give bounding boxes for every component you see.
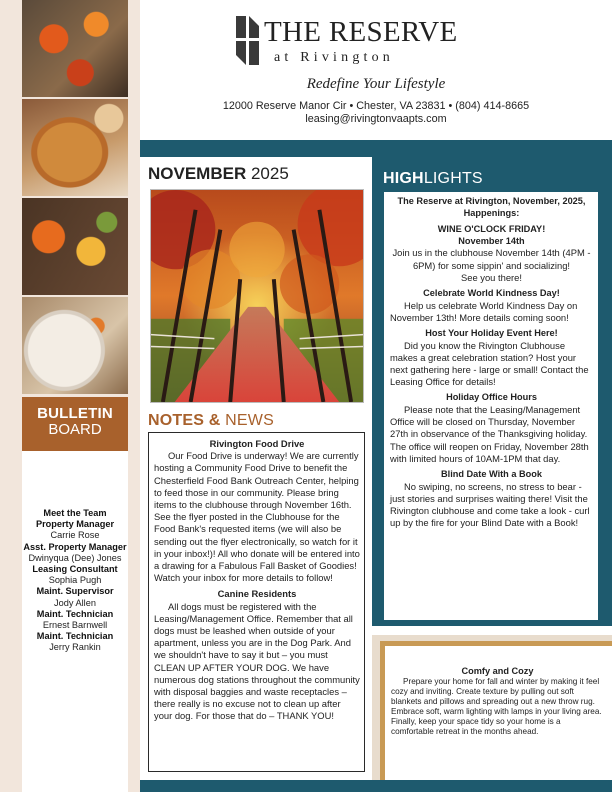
blind-date-title: Blind Date With a Book	[441, 469, 542, 479]
blind-date-body: No swiping, no screens, no stress to bear - just stories and surprises waiting there! Visit the Rivington clubhouse and come take a look - curl up by the fire for your Blind Date with a Book!	[390, 480, 590, 529]
bulletin-board-header	[22, 397, 128, 451]
canine-title: Canine Residents	[217, 588, 297, 600]
bottom-teal-band	[140, 780, 612, 792]
month-heading	[148, 164, 289, 184]
food-drive-body: Our Food Drive is underway! We are currently hosting a Community Food Drive to benefit the Chesterfield Food Bank Outreach Center, helping to feed those in our community. Please bring items to the clubhouse through November 16th. See the flyer posted in the Clubhouse for the Food Bank's requested items (we will also be sending out the flyer electronically, so watch for it in your inbox!)! All who donate will be entered into a drawing for a Fabulous Fall Basket of Goodies! Watch your inbox for more details to follow!	[154, 450, 360, 584]
wine-date: November 14th	[458, 235, 525, 246]
office-hours-title: Holiday Office Hours	[446, 392, 537, 403]
notes-heading-bold: NOTES &	[148, 412, 221, 429]
team-role: Asst. Property Manager	[23, 541, 127, 552]
cozy-title: Comfy and Cozy	[461, 666, 534, 676]
cozy-body: Prepare your home for fall and winter by making it feel cozy and inviting. Create texture by pulling out soft blankets and pillows and spreading out a new throw rug. Embrace soft, warm lighting with lamps in your living area. Finally, keep your space tidy so your home is a comfortable retreat in the months ahead.	[391, 677, 602, 736]
tagline: Redefine Your Lifestyle	[306, 76, 446, 92]
brand-subtitle: at Rivington	[274, 50, 395, 65]
wine-body: Join us in the clubhouse November 14th (4PM - 6PM) for some sippin' and socializing!	[392, 247, 591, 271]
notes-news-heading	[148, 412, 274, 430]
office-hours-body: Please note that the Leasing/Management Office will be closed on Thursday, November 27th in observance of the Thanksgiving holiday. The office will reopen on Friday, November 28th with limited hours of 10AM-1PM that day.	[390, 403, 589, 464]
cozy-box	[385, 646, 612, 780]
highlights-heading-rest: LIGHTS	[423, 170, 483, 187]
photo-pumpkins-gourds	[22, 198, 128, 295]
highlights-intro: The Reserve at Rivington, November, 2025, Happenings:	[397, 196, 586, 218]
team-member: Jerry Rankin	[49, 642, 101, 653]
reserve-logo-mark-icon	[236, 16, 259, 65]
contact-info	[140, 100, 612, 126]
highlights-heading	[383, 170, 483, 188]
team-member: Carrie Rose	[50, 530, 100, 541]
food-drive-title: Rivington Food Drive	[209, 438, 305, 449]
kindness-body: Help us celebrate World Kindness Day on November 13th! More details coming soon!	[390, 299, 578, 323]
team-member: Sophia Pugh	[48, 575, 102, 586]
photo-autumn-flowers	[22, 0, 128, 97]
bulletin-label: BULLETIN	[37, 405, 113, 422]
wine-title: WINE O'CLOCK FRIDAY!	[437, 224, 546, 235]
notes-heading-rest: NEWS	[220, 412, 274, 429]
month-year: 2025	[246, 164, 289, 183]
team-role: Maint. Technician	[36, 608, 114, 619]
team-role: Maint. Supervisor	[36, 586, 114, 597]
team-member: Ernest Barnwell	[42, 620, 108, 631]
highlights-heading-bold: HIGH	[383, 170, 424, 187]
teal-band	[140, 140, 612, 157]
notes-box	[148, 432, 365, 772]
wine-close: See you there!	[461, 271, 522, 283]
holiday-event-title: Host Your Holiday Event Here!	[425, 327, 558, 338]
team-role: Maint. Technician	[36, 631, 114, 642]
brand-name: THE RESERVE	[264, 16, 458, 48]
photo-table-setting	[22, 297, 128, 394]
address-line: 12000 Reserve Manor Cir • Chester, VA 23831 • (804) 414-8665	[222, 100, 530, 112]
team-role: Leasing Consultant	[32, 564, 118, 575]
team-role: Property Manager	[35, 519, 115, 530]
team-member: Jody Allen	[54, 597, 96, 608]
holiday-event-body: Did you know the Rivington Clubhouse makes a great celebration station? Host your next gathering here - large or small! Contact the Leasing Office for details!	[390, 339, 589, 388]
kindness-title: Celebrate World Kindness Day!	[423, 287, 560, 298]
team-role: Meet the Team	[43, 508, 107, 518]
canine-body: All dogs must be registered with the Leasing/Management Office. Remember that all dogs must be leashed when outside of your apartment, unless you are in the Dog Park. And we shouldn't have to say it but – you must CLEAN UP AFTER YOUR DOG. We have numerous dog stations throughout the community with disposal baggies and waste receptacles – there really is no excuse not to clean up after your dog. For those that do – THANK YOU!	[154, 600, 360, 722]
board-label: BOARD	[48, 421, 102, 438]
email-link[interactable]: leasing@rivingtonvaapts.com	[305, 113, 447, 125]
team-list	[22, 508, 128, 654]
photo-strip	[22, 0, 128, 396]
team-member: Dwinyqua (Dee) Jones	[28, 552, 122, 563]
photo-pumpkin-pie	[22, 99, 128, 196]
month-name: NOVEMBER	[148, 164, 247, 183]
highlights-box	[384, 192, 598, 620]
hero-autumn-lane-image	[150, 189, 364, 403]
